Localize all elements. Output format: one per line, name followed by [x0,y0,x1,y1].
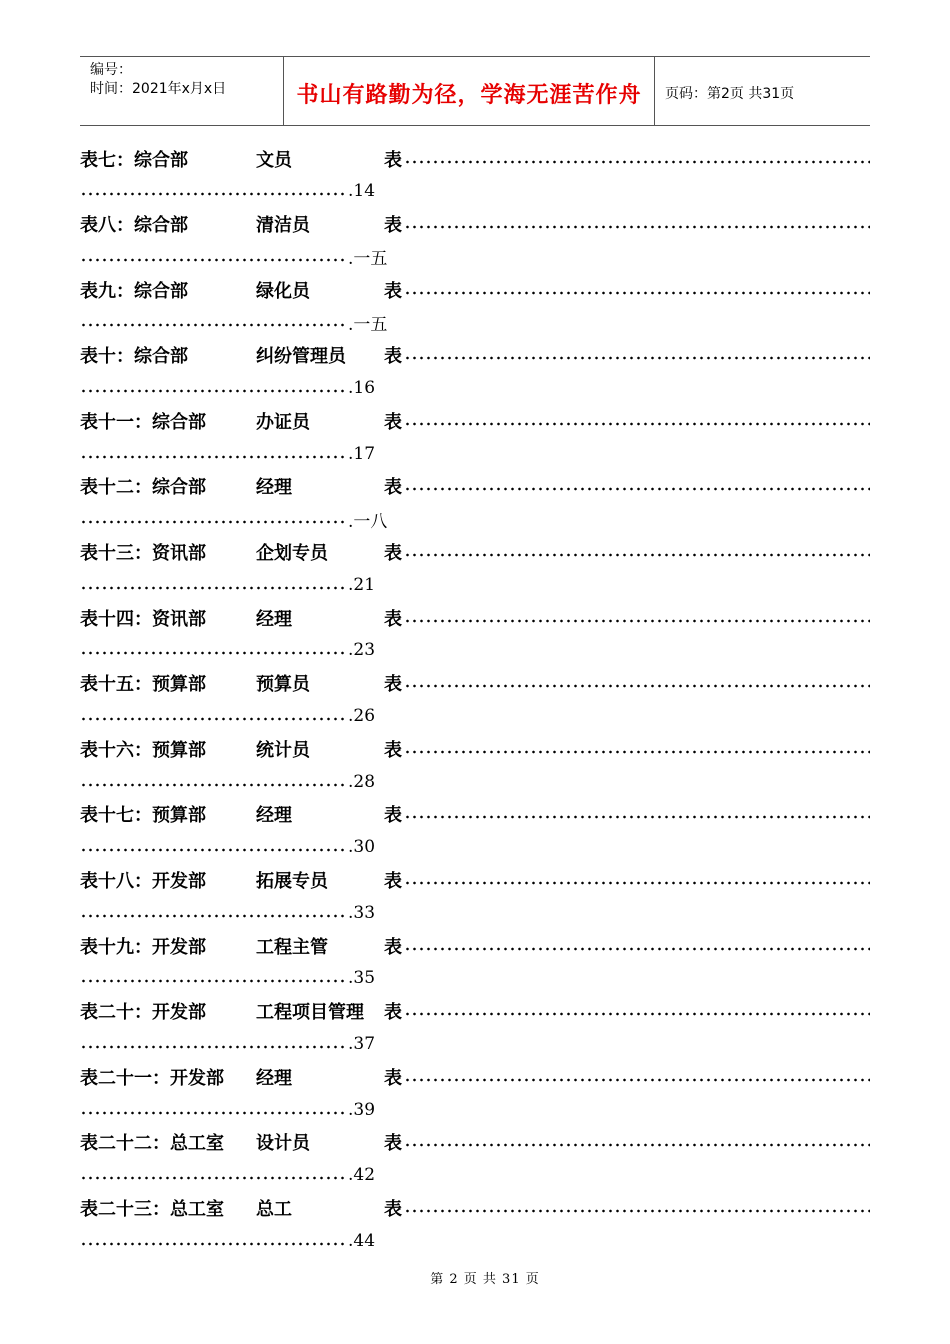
dot-leader [404,676,870,694]
toc-entry-title-line [80,929,870,962]
toc-entry-role: 办证员 [256,411,310,433]
toc-entry-suffix: 表 [384,1133,402,1155]
toc-entry-title-line [80,864,870,897]
dot-leader [80,578,348,596]
toc-entry-suffix: 表 [384,411,402,433]
toc-entry-title-line [80,798,870,831]
dot-leader [404,1135,870,1153]
toc-entry-page-line [80,503,870,536]
toc-entry-page-line [80,700,870,733]
toc-entry-suffix: 表 [384,608,402,630]
toc-entry-page-number: .一五 [348,314,388,335]
toc-entry-role: 经理 [256,477,292,499]
toc-entry-page-line [80,372,870,405]
toc-entry-label: 表十一：综合部 [80,411,206,433]
toc-entry-suffix: 表 [384,346,402,368]
toc-entry-label: 表十：综合部 [80,346,188,368]
toc-entry-page-line [80,765,870,798]
toc-entry-title-line [80,208,870,241]
toc-entry[interactable] [80,470,870,536]
toc-entry-role: 拓展专员 [256,871,328,893]
toc-entry-role: 经理 [256,608,292,630]
dot-leader [404,1004,870,1022]
toc-entry-label: 表十四：资讯部 [80,608,206,630]
toc-entry-label: 表十五：预算部 [80,674,206,696]
dot-leader [80,709,348,727]
toc-entry-page-number: .35 [348,968,376,989]
toc-entry[interactable] [80,667,870,733]
toc-entry-title-line [80,339,870,372]
dot-leader [80,906,348,924]
toc-entry[interactable] [80,1060,870,1126]
toc-entry-title-line [80,732,870,765]
table-of-contents [80,142,870,1257]
toc-entry-suffix: 表 [384,936,402,958]
toc-entry[interactable] [80,798,870,864]
toc-entry-label: 表十三：资讯部 [80,543,206,565]
toc-entry-role: 统计员 [256,739,310,761]
dot-leader [80,512,348,530]
header-meta [80,57,283,125]
toc-entry-role: 经理 [256,1067,292,1089]
dot-leader [80,971,348,989]
dot-leader [80,184,348,202]
toc-entry-page-number: .44 [348,1230,376,1251]
toc-entry-page-number: .33 [348,902,376,923]
toc-entry-page-number: .26 [348,706,376,727]
toc-entry-label: 表二十二：总工室 [80,1133,224,1155]
toc-entry-label: 表二十：开发部 [80,1002,206,1024]
dot-leader [404,414,870,432]
toc-entry-suffix: 表 [384,1067,402,1089]
header-motto: 书山有路勤为径，学海无涯苦作舟 [283,57,655,125]
dot-leader [80,250,348,268]
toc-entry-label: 表十七：预算部 [80,805,206,827]
toc-entry-page-line [80,437,870,470]
toc-entry-role: 工程主管 [256,936,328,958]
toc-entry-suffix: 表 [384,280,402,302]
dot-leader [80,840,348,858]
toc-entry-title-line [80,536,870,569]
toc-entry-page-line [80,175,870,208]
dot-leader [404,1201,870,1219]
dot-leader [404,611,870,629]
toc-entry[interactable] [80,864,870,930]
toc-entry-page-number: .16 [348,378,376,399]
toc-entry-role: 文员 [256,149,292,171]
toc-entry-label: 表九：综合部 [80,280,188,302]
toc-entry-label: 表七：综合部 [80,149,188,171]
dot-leader [80,381,348,399]
toc-entry-suffix: 表 [384,149,402,171]
toc-entry-page-number: .28 [348,771,376,792]
dot-leader [80,1037,348,1055]
doc-time-label: 时间：2021年x月x日 [90,81,227,97]
toc-entry-title-line [80,273,870,306]
toc-entry-page-number: .一八 [348,511,388,532]
toc-entry[interactable] [80,732,870,798]
dot-leader [404,479,870,497]
dot-leader [80,315,348,333]
toc-entry-suffix: 表 [384,1199,402,1220]
toc-entry-suffix: 表 [384,215,402,237]
dot-leader [404,807,870,825]
toc-entry-role: 总工 [256,1199,292,1220]
toc-entry-page-line [80,634,870,667]
dot-leader [404,283,870,301]
dot-leader [404,348,870,366]
toc-entry-page-number: .37 [348,1034,376,1055]
toc-entry-page-number: .39 [348,1099,376,1120]
toc-entry-label: 表二十三：总工室 [80,1199,224,1220]
doc-number-label: 编号： [90,62,132,78]
toc-entry-label: 表十二：综合部 [80,477,206,499]
toc-entry[interactable] [80,995,870,1061]
toc-entry-page-line [80,569,870,602]
toc-entry[interactable] [80,601,870,667]
toc-entry-page-line [80,897,870,930]
toc-entry-page-line [80,306,870,339]
toc-entry-title-line [80,1126,870,1159]
toc-entry-label: 表十六：预算部 [80,739,206,761]
page-header [80,56,870,126]
toc-entry[interactable] [80,1192,870,1258]
toc-entry-page-line [80,1159,870,1192]
dot-leader [404,939,870,957]
toc-entry-label: 表二十一：开发部 [80,1067,224,1089]
toc-entry-title-line [80,404,870,437]
toc-entry[interactable] [80,339,870,405]
toc-entry-page-line [80,1093,870,1126]
toc-entry-page-number: .30 [348,837,376,858]
dot-leader [80,643,348,661]
toc-entry-page-line [80,962,870,995]
toc-entry-title-line [80,142,870,175]
toc-entry-page-number: .一五 [348,249,388,270]
toc-entry-title-line [80,1060,870,1093]
toc-entry-suffix: 表 [384,674,402,696]
dot-leader [404,873,870,891]
toc-entry-page-line [80,1028,870,1061]
toc-entry[interactable] [80,273,870,339]
toc-entry-page-number: .42 [348,1165,376,1186]
dot-leader [404,1070,870,1088]
toc-entry-page-number: .14 [348,181,376,202]
toc-entry-label: 表十八：开发部 [80,871,206,893]
toc-entry-page-number: .21 [348,574,376,595]
toc-entry-title-line [80,1192,870,1225]
toc-entry[interactable] [80,142,870,208]
toc-entry-title-line [80,995,870,1028]
toc-entry-suffix: 表 [384,543,402,565]
toc-entry[interactable] [80,536,870,602]
toc-entry-label: 表八：综合部 [80,215,188,237]
toc-entry-title-line [80,470,870,503]
toc-entry-label: 表十九：开发部 [80,936,206,958]
toc-entry-page-line [80,831,870,864]
toc-entry[interactable] [80,929,870,995]
toc-entry-role: 设计员 [256,1133,310,1155]
toc-entry-role: 企划专员 [256,543,328,565]
toc-entry-page-line [80,1225,870,1258]
toc-entry[interactable] [80,208,870,274]
toc-entry-suffix: 表 [384,739,402,761]
toc-entry-title-line [80,667,870,700]
dot-leader [404,742,870,760]
dot-leader [80,775,348,793]
toc-entry-role: 绿化员 [256,280,310,302]
dot-leader [404,152,870,170]
toc-entry-title-line [80,601,870,634]
toc-entry-suffix: 表 [384,477,402,499]
toc-entry[interactable] [80,1126,870,1192]
toc-entry-page-number: .17 [348,443,376,464]
page-footer: 第 2 页 共 31 页 [430,1272,540,1287]
header-page-label: 页码：第2页 共31页 [665,86,795,102]
toc-entry[interactable] [80,404,870,470]
toc-entry-page-line [80,241,870,274]
toc-entry-suffix: 表 [384,805,402,827]
dot-leader [80,1103,348,1121]
toc-entry-page-number: .23 [348,640,376,661]
toc-entry-role: 经理 [256,805,292,827]
dot-leader [404,545,870,563]
toc-entry-role: 工程项目管理 [256,1002,364,1024]
dot-leader [80,1234,348,1252]
dot-leader [80,447,348,465]
toc-entry-suffix: 表 [384,871,402,893]
toc-entry-role: 纠纷管理员 [256,346,346,368]
toc-entry-role: 预算员 [256,674,310,696]
dot-leader [80,1168,348,1186]
dot-leader [404,217,870,235]
toc-entry-suffix: 表 [384,1002,402,1024]
toc-entry-role: 清洁员 [256,215,310,237]
